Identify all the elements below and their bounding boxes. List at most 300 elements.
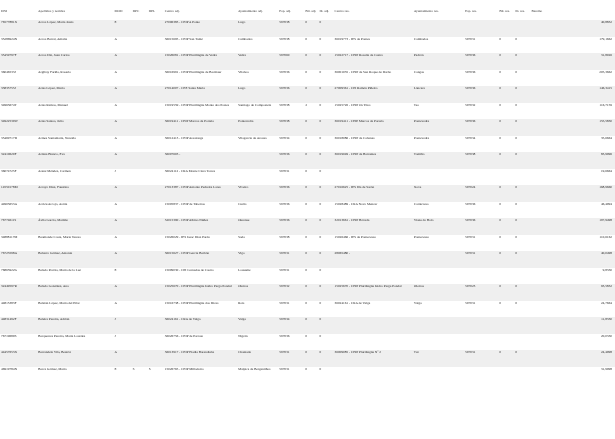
assigned-specialty-cell: 597036 (279, 333, 290, 338)
assigned-center-cell: 36012413 - CEIP Arealonga (164, 135, 204, 140)
reserved-specialty-cell: 597031 (465, 234, 476, 239)
dni-cell: 46919784N (1, 366, 18, 371)
reserved-center-cell: 27009361 - CPI Ramón Piñeiro (334, 86, 378, 90)
name-cell: Balsián López, María del Pilar (38, 300, 80, 305)
assigned-municipality-cell: Chantada (238, 350, 251, 354)
reserved-bilingual-cell: 0 (499, 152, 502, 156)
dni-cell: 14550178M (1, 185, 18, 189)
mod-cell: J (114, 317, 116, 321)
mod-cell: A (114, 234, 117, 239)
dni-cell: 44815383F (1, 300, 17, 305)
dpc-cell (132, 317, 148, 334)
name-cell: Arias Santos, Julio (38, 119, 64, 123)
score-cell: 24,7664 (600, 300, 612, 305)
assigned-center-cell: 32015390 - CEIP Albino Núñez (164, 218, 209, 222)
column-header: Ayuntamiento res. (413, 8, 439, 13)
reserved-ili-cell: 0 (515, 185, 518, 189)
column-header: Esp. res. (465, 8, 477, 13)
name-cell: Arines Santamaría, Nereida (38, 135, 76, 140)
assigned-specialty-cell: 597038 (279, 102, 290, 107)
dpc-cell (132, 268, 148, 285)
assigned-municipality-cell: Cambados (238, 36, 253, 41)
reserved-ili-cell (514, 20, 530, 37)
dpc-cell (132, 350, 148, 367)
assigned-center-cell: 36013917 - CEIP Eladia Barandiaba (164, 350, 215, 354)
dpl-cell (148, 235, 164, 252)
assigned-specialty-cell: 597031 (279, 168, 290, 173)
assigned-ili-cell: 0 (319, 267, 322, 272)
reserved-specialty-cell: 597034 (465, 135, 476, 140)
name-cell: Arcos Barral, Amalia (38, 36, 68, 41)
score-cell: 11,8330 (601, 317, 612, 321)
table-row (0, 185, 615, 202)
reserved-ili-cell: 0 (515, 119, 518, 123)
reserved-center-cell: 27016625 - IES Illa de Sarón (334, 185, 375, 189)
dni-cell: 33835755J (1, 86, 16, 90)
reserved-bilingual-cell: 0 (499, 135, 502, 140)
reserved-ili-cell: 0 (515, 152, 518, 156)
name-cell: Barquerres Pereira, María Lourdes (38, 333, 86, 338)
assigned-specialty-cell: 597060 (279, 53, 290, 57)
assigned-municipality-cell: Vilagarcía de Arousa (238, 135, 267, 140)
assigned-center-cell: 36024112 - CRA Monte Clara Torres (164, 168, 216, 173)
reserved-ili-cell: 0 (515, 102, 518, 107)
reserved-municipality-cell (413, 334, 464, 351)
dpl-cell (148, 284, 164, 301)
reserved-bilingual-cell: 0 (499, 284, 502, 288)
name-cell: Aranz Méndez, Carmen (38, 168, 71, 173)
name-cell: Arcos Diz, Juan Carlos (38, 53, 70, 57)
reserved-ili-cell: 0 (515, 36, 518, 41)
assigned-center-cell: 36024161 - CRA de Valga (164, 317, 201, 321)
reserved-ili-cell (514, 317, 530, 334)
reserved-bilingual-cell: 0 (499, 300, 502, 305)
assigned-specialty-cell: 597031 (279, 251, 290, 255)
assigned-specialty-cell: 597034 (279, 135, 290, 140)
name-cell: Arcayo Díaz, Faustina (38, 185, 69, 189)
assigned-bilingual-cell: 0 (305, 20, 308, 24)
score-cell: 205,3662 (599, 69, 612, 74)
column-header: Centro adj. (164, 8, 180, 13)
dni-cell: 34963674T (1, 102, 17, 107)
table-row (0, 268, 615, 285)
table-header (0, 2, 615, 20)
score-cell: 179,1662 (599, 36, 612, 41)
reserved-municipality-cell: Pontevedra (413, 119, 430, 123)
dpc-cell: S (132, 366, 135, 371)
assigned-ili-cell: 0 (319, 168, 322, 173)
reserved-specialty-cell: 597036 (465, 69, 476, 74)
score-cell: 31,9998 (600, 366, 612, 371)
dpl-cell (148, 152, 164, 169)
column-header: Ayuntamiento adj. (238, 8, 264, 13)
assigned-ili-cell: 0 (319, 300, 322, 305)
column-header: Esp. adj. (279, 8, 292, 13)
dpl-cell (148, 350, 164, 367)
assigned-municipality-cell: Malpica de Bergantiños (238, 366, 271, 371)
mod-cell: A (114, 102, 117, 107)
assigned-municipality-cell: Santiago de Compostela (238, 102, 272, 107)
dpl-cell (148, 202, 164, 219)
assigned-center-cell: 15005837 - CEIP de Tabeiros (164, 201, 205, 206)
column-header: Baremo (531, 8, 543, 13)
assigned-ili-cell: 0 (319, 152, 322, 156)
reserved-ili-cell: 0 (515, 53, 518, 57)
dpc-cell (132, 37, 148, 54)
reserved-specialty-cell (464, 334, 498, 351)
reserved-ili-cell: 0 (515, 350, 518, 354)
name-cell: Barrandela Vila, Beatriz (38, 350, 71, 354)
assigned-ili-cell: 0 (319, 20, 322, 24)
assigned-center-cell: 36015695 - CEIP San Tomé (164, 36, 203, 41)
assigned-specialty-cell: 597036 (279, 185, 290, 189)
table-row (0, 218, 615, 235)
assigned-specialty-cell: 597036 (279, 86, 290, 90)
reserved-ili-cell: 0 (515, 284, 518, 288)
reserved-specialty-cell (464, 317, 498, 334)
assigned-ili-cell: 0 (319, 366, 322, 371)
assigned-bilingual-cell: 0 (305, 201, 308, 206)
reserved-municipality-cell: Oleiros (413, 284, 424, 288)
column-header: Centro res. (334, 8, 350, 13)
mod-cell: A (114, 284, 117, 288)
assigned-municipality-cell: Viveiro (238, 185, 249, 189)
assigned-specialty-cell: 597036 (279, 201, 290, 206)
dpl-cell (148, 119, 164, 136)
reserved-center-cell (334, 20, 413, 37)
assigned-specialty-cell: 597031 (279, 300, 290, 305)
reserved-specialty-cell: 597038 (465, 152, 476, 156)
dpl-cell (148, 317, 164, 334)
assigned-specialty-cell: 597036 (279, 152, 290, 156)
reserved-ili-cell: 0 (515, 201, 518, 206)
assigned-bilingual-cell: 0 (305, 300, 308, 305)
name-cell: Baleira Pereira, Adrián (38, 317, 70, 321)
assigned-center-cell: 15026029 - IES Isaac Díaz Pardo (164, 234, 211, 239)
header-row (0, 2, 615, 20)
table-row (0, 20, 615, 37)
assigned-municipality-cell: Curtis (238, 201, 247, 206)
reserved-ili-cell: 0 (515, 300, 518, 305)
reserved-ili-cell: 0 (515, 135, 518, 140)
dni-cell: 44457653X (1, 350, 18, 354)
assigned-center-cell: 36007603 - (164, 152, 181, 156)
reserved-specialty-cell: 597031 (465, 251, 476, 255)
dpc-cell (132, 53, 148, 70)
reserved-center-cell: 36001035 - CEIP de San Roque de Darbo (334, 69, 392, 74)
mod-cell: A (114, 201, 117, 206)
mod-cell: A (114, 251, 117, 255)
reserved-bilingual-cell: 0 (499, 185, 502, 189)
reserved-center-cell: 36019773 - IES de Pontes (334, 36, 370, 41)
dpl-cell (148, 185, 164, 202)
assigned-ili-cell: 0 (319, 284, 322, 288)
score-cell: 116,7159 (599, 102, 612, 107)
reserved-bilingual-cell (498, 169, 514, 186)
score-cell: 19,6664 (600, 168, 612, 173)
assigned-specialty-cell: 597032 (279, 284, 290, 288)
assigned-bilingual-cell: 0 (305, 185, 308, 189)
reserved-specialty-cell (464, 169, 498, 186)
assigned-ili-cell: 0 (319, 333, 322, 338)
reserved-bilingual-cell (498, 334, 514, 351)
name-cell: Baamonde Costa, María Teresa (38, 234, 81, 239)
assigned-center-cell: 15016738 - CEIP Plurilingüe dos Dices (164, 300, 219, 305)
reserved-specialty-cell: 597036 (465, 86, 476, 90)
score-cell: 146,3415 (599, 86, 612, 90)
column-header: Ili. res. (515, 8, 525, 13)
table-row (0, 86, 615, 103)
reserved-municipality-cell: Viana do Bolo (413, 218, 434, 222)
mod-cell: A (114, 119, 117, 123)
assignments-table (0, 2, 615, 383)
score-cell: 168,9660 (599, 185, 612, 189)
assigned-center-cell: 15026081 - CEIP Plurilingüe de Vedra (164, 53, 218, 57)
assigned-ili-cell: 0 (319, 201, 322, 206)
reserved-municipality-cell: Teo (413, 102, 419, 107)
dpc-cell (132, 20, 148, 37)
reserved-bilingual-cell: 0 (499, 234, 502, 239)
dpl-cell (148, 86, 164, 103)
reserved-center-cell (334, 367, 413, 384)
dpl-cell (148, 37, 164, 54)
name-cell: Arizna Blanco, Eva (38, 152, 65, 156)
mod-cell: A (114, 300, 117, 305)
name-cell: Argibay Fariña, Rosario (38, 69, 71, 74)
mod-cell: A (114, 350, 117, 354)
mod-cell: A (114, 53, 117, 57)
reserved-ili-cell: 0 (515, 86, 518, 90)
reserved-specialty-cell (464, 268, 498, 285)
assigned-municipality-cell (237, 169, 278, 186)
assigned-ili-cell: 0 (319, 234, 322, 239)
table-row (0, 152, 615, 169)
dni-cell: 35459797F (1, 53, 17, 57)
reserved-ili-cell: 0 (515, 251, 518, 255)
assigned-center-cell: 36026756 - CEIP de Parrote (164, 333, 204, 338)
assigned-municipality-cell: Lugo (238, 20, 246, 24)
assigned-bilingual-cell: 0 (305, 317, 308, 321)
assigned-ili-cell: 0 (319, 251, 322, 255)
score-cell: 40,8832 (600, 20, 612, 24)
reserved-ili-cell: 0 (515, 69, 518, 74)
table-row (0, 334, 615, 351)
assigned-ili-cell: 0 (319, 86, 322, 90)
dpc-cell (132, 284, 148, 301)
dpc-cell (132, 202, 148, 219)
table-row (0, 119, 615, 136)
reserved-center-cell: 32013661 - CEIP Bóveda (334, 218, 370, 222)
reserved-specialty-cell: 597036 (465, 119, 476, 123)
dni-cell: 76723598A (1, 251, 18, 255)
assigned-bilingual-cell: 0 (305, 218, 308, 222)
assigned-bilingual-cell: 0 (305, 350, 308, 354)
name-cell: Arcizu Arcojo, Astria (38, 201, 68, 206)
mod-cell: A (114, 218, 117, 222)
assigned-center-cell: 36015627 - CEIP García Barbón (164, 251, 210, 255)
mod-cell: A (114, 86, 117, 90)
dni-cell: 76577881X (1, 20, 18, 24)
dpc-cell (132, 136, 148, 153)
dpl-cell (148, 334, 164, 351)
dni-cell: 76865922G (1, 267, 18, 272)
assigned-center-cell: 15025670 - CEIP Plurilingüe Isidro Parga Pondal (164, 284, 232, 288)
reserved-municipality-cell (413, 169, 464, 186)
dni-cell: 32449597R (1, 284, 17, 288)
assigned-specialty-cell: 597038 (279, 20, 290, 24)
table-row (0, 251, 615, 268)
assigned-specialty-cell: 597038 (279, 234, 290, 239)
assigned-municipality-cell: Lousame (238, 267, 251, 272)
assigned-bilingual-cell: 0 (305, 135, 308, 140)
score-cell: 93,5832 (600, 284, 612, 288)
dpl-cell (148, 20, 164, 37)
reserved-center-cell: 15028489 - CRA Novo Mencer (334, 201, 378, 206)
dpc-cell (132, 86, 148, 103)
assigned-bilingual-cell: 0 (305, 251, 308, 255)
assigned-ili-cell: 0 (319, 119, 322, 123)
dpc-cell (132, 169, 148, 186)
dpc-cell (132, 251, 148, 268)
dni-cell: 34888117M (1, 234, 18, 239)
reserved-municipality-cell: Padrón (413, 53, 424, 57)
assigned-municipality-cell: Sada (238, 234, 245, 239)
reserved-specialty-cell (464, 20, 498, 37)
table-row (0, 103, 615, 120)
assigned-specialty-cell: 597036 (279, 69, 290, 74)
reserved-center-cell (334, 268, 413, 285)
table-row (0, 367, 615, 384)
score-cell: 35,6664 (600, 135, 612, 140)
assigned-bilingual-cell: 0 (305, 69, 308, 74)
reserved-specialty-cell: 597036 (465, 53, 476, 57)
dni-cell: 44831492F (1, 317, 17, 321)
assigned-ili-cell: 0 (319, 69, 322, 74)
mod-cell: A (114, 135, 117, 140)
dpc-cell (132, 235, 148, 252)
assigned-specialty-cell: 597031 (279, 350, 290, 354)
table-row (0, 202, 615, 219)
dpl-cell (148, 251, 164, 268)
dni-cell: 35469717D (1, 135, 18, 140)
score-cell: 20,0330 (600, 333, 612, 338)
assigned-center-cell: 27014007 - CEE Santa María (164, 86, 205, 90)
reserved-specialty-cell: 597031 (465, 36, 476, 41)
score-cell: 155,5830 (599, 119, 612, 123)
dni-cell: 34922539W (1, 119, 18, 123)
assigned-specialty-cell: 597031 (279, 366, 290, 371)
assigned-municipality-cell: Ourense (238, 218, 250, 222)
column-header: DPC (132, 8, 140, 13)
reserved-ili-cell (514, 334, 530, 351)
table-body (0, 20, 615, 383)
dpl-cell (148, 103, 164, 120)
assigned-municipality-cell: Oleiros (238, 284, 249, 288)
assigned-ili-cell: 0 (319, 53, 322, 57)
table-row (0, 301, 615, 318)
reserved-municipality-cell: Pontecesso (413, 234, 429, 239)
table-row (0, 53, 615, 70)
mod-cell: J (114, 168, 116, 173)
score-cell: 31,8026 (600, 53, 612, 57)
reserved-municipality-cell: Cambados (413, 36, 429, 41)
reserved-bilingual-cell: 0 (499, 53, 502, 57)
assigned-specialty-cell: 597034 (279, 317, 290, 321)
reserved-municipality-cell: Tomiño (413, 152, 425, 156)
assigned-municipality-cell (237, 152, 278, 169)
reserved-center-cell: 36009085 - CEIP Plurilingüe Nº 2 (334, 350, 381, 354)
dpl-cell (148, 268, 164, 285)
dpc-cell (132, 119, 148, 136)
score-cell: 46,4994 (600, 201, 612, 206)
assigned-bilingual-cell: 0 (305, 333, 308, 338)
reserved-bilingual-cell: 0 (499, 69, 502, 74)
assigned-municipality-cell: Vigo (238, 251, 245, 255)
assigned-bilingual-cell: 0 (305, 119, 308, 123)
reserved-municipality-cell: Cangas (413, 69, 424, 74)
reserved-specialty-cell: 597023 (465, 284, 476, 288)
reserved-bilingual-cell: 0 (499, 251, 502, 255)
assigned-ili-cell: 0 (319, 135, 322, 140)
assigned-specialty-cell: 597036 (279, 218, 290, 222)
reserved-center-cell: 15025726 - CEIP Os Tilos (334, 102, 371, 107)
score-cell: 110,6162 (599, 234, 612, 239)
column-header: Bil. adj. (305, 8, 317, 13)
assigned-bilingual-cell: 0 (305, 36, 308, 41)
mod-cell: A (114, 69, 117, 74)
assigned-ili-cell: 0 (319, 36, 322, 41)
dpl-cell: S (148, 366, 151, 371)
reserved-bilingual-cell: 0 (499, 36, 502, 41)
reserved-bilingual-cell (498, 317, 514, 334)
assigned-municipality-cell: Nigrán (238, 333, 248, 338)
reserved-municipality-cell: Carnicreso (413, 201, 429, 206)
dpl-cell (148, 218, 164, 235)
reserved-ili-cell: 0 (515, 218, 518, 222)
assigned-center-cell: 15026765 - CEIP Milladoiro (164, 366, 204, 371)
dpl-cell (148, 169, 164, 186)
assigned-bilingual-cell: 0 (305, 284, 308, 288)
table-row (0, 284, 615, 301)
assigned-center-cell: 15009030 - CPI Cernadas de Castro (164, 267, 214, 272)
dpc-cell (132, 70, 148, 87)
assigned-municipality-cell: Pontevedra (238, 119, 254, 123)
assigned-bilingual-cell: 0 (305, 267, 308, 272)
reserved-center-cell: 36024161 - CRA de Valga (334, 300, 371, 305)
assigned-center-cell: 36016991 - CEIP Plurilingüe de Bacmaur (164, 69, 222, 74)
assigned-municipality-cell: Valga (238, 317, 246, 321)
assigned-specialty-cell: 597038 (279, 119, 290, 123)
dpl-cell (148, 53, 164, 70)
assigned-ili-cell: 0 (319, 350, 322, 354)
column-header: Bil. res. (499, 8, 510, 13)
table-row (0, 317, 615, 334)
reserved-ili-cell (514, 169, 530, 186)
assigned-ili-cell: 0 (319, 218, 322, 222)
dni-cell: 44903653A (1, 201, 18, 206)
reserved-center-cell (334, 169, 413, 186)
score-cell: 24,4998 (600, 350, 612, 354)
reserved-municipality-cell (413, 367, 464, 384)
reserved-municipality-cell: Valga (413, 300, 422, 305)
dpl-cell (148, 70, 164, 87)
dni-cell: 76719689S (1, 333, 17, 338)
score-cell: 40,0498 (600, 251, 612, 255)
assigned-municipality-cell: Vedra (238, 53, 247, 57)
assigned-specialty-cell: 597031 (279, 267, 290, 272)
table-row (0, 37, 615, 54)
name-cell: Arcos López, María Jesús (38, 20, 74, 24)
